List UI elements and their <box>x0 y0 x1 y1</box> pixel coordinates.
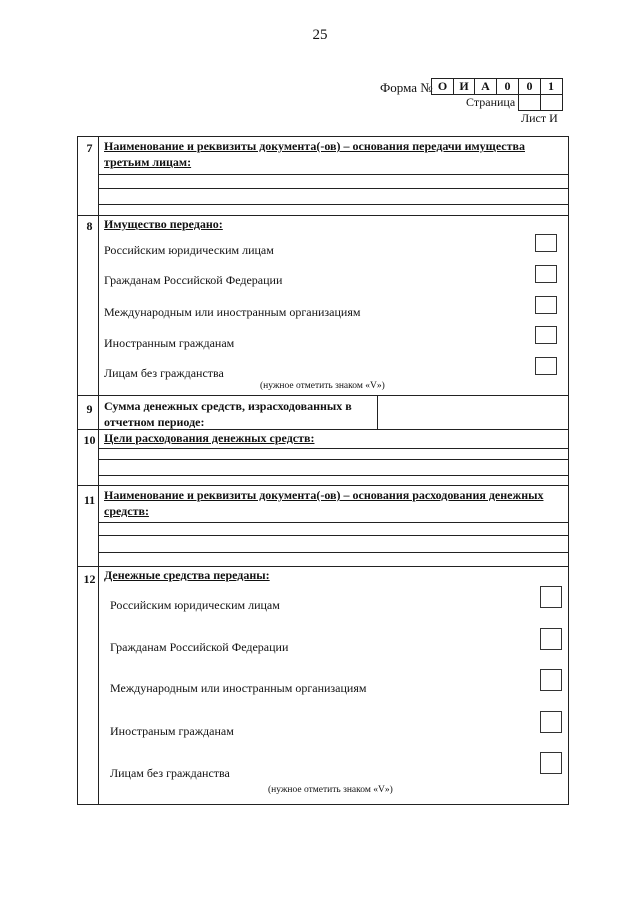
page-number: 25 <box>312 27 328 43</box>
section-8-note: (нужное отметить знаком «V») <box>260 381 385 391</box>
section-12-title: Денежные средства переданы: <box>104 568 270 582</box>
section-12-option-label: Российским юридическим лицам <box>110 598 280 612</box>
section-8-checkbox[interactable] <box>535 357 557 375</box>
form-code-cell: 1 <box>548 79 554 93</box>
section-8-checkbox[interactable] <box>535 296 557 314</box>
section-12-checkbox[interactable] <box>540 669 562 691</box>
section-9-amount-field[interactable] <box>378 396 568 429</box>
section-12-note: (нужное отметить знаком «V») <box>268 785 393 795</box>
section-8-option-label: Лицам без гражданства <box>104 366 224 380</box>
section-12-checkbox[interactable] <box>540 586 562 608</box>
section-12-checkbox[interactable] <box>540 752 562 774</box>
page-label: Страница <box>466 95 516 109</box>
section-12-checkbox[interactable] <box>540 628 562 650</box>
section-8-checkbox[interactable] <box>535 265 557 283</box>
section-12-number: 12 <box>83 572 96 586</box>
section-8-option-label: Международным или иностранным организациям <box>104 305 361 319</box>
section-8-option-label: Иностранным гражданам <box>104 336 235 350</box>
section-12-option-label: Гражданам Российской Федерации <box>110 640 289 654</box>
form-code-cell: И <box>459 79 469 93</box>
section-7-title: Наименование и реквизиты документа(-ов) – основания передачи имущества третьим лицам: <box>104 139 525 169</box>
section-9-number: 9 <box>86 402 93 416</box>
section-10-title: Цели расходования денежных средств: <box>104 431 315 445</box>
section-10-number: 10 <box>83 433 96 447</box>
section-12-checkbox[interactable] <box>540 711 562 733</box>
section-7-number: 7 <box>86 141 93 155</box>
section-8-checkbox[interactable] <box>535 326 557 344</box>
section-11-number: 11 <box>83 493 96 507</box>
section-12-option-label: Иностраным гражданам <box>110 724 234 738</box>
sheet-label: Лист И <box>521 111 558 125</box>
section-9-title: Сумма денежных средств, израсходованных в отчетном периоде: <box>104 399 352 429</box>
section-8-number: 8 <box>86 219 93 233</box>
form-code-cell: А <box>481 79 490 93</box>
section-12-option-label: Международным или иностранным организациям <box>110 681 367 695</box>
form-number-label: Форма № <box>380 80 433 95</box>
form-code-cell: 0 <box>504 79 511 93</box>
section-8-title: Имущество передано: <box>104 217 223 231</box>
section-8-option-label: Российским юридическим лицам <box>104 243 274 257</box>
form-code-cell: 0 <box>526 79 533 93</box>
section-8-checkbox[interactable] <box>535 234 557 252</box>
section-11-title: Наименование и реквизиты документа(-ов) – основания расходования денежных средств: <box>104 488 544 518</box>
form-code-cell: О <box>437 79 448 93</box>
section-8-option-label: Гражданам Российской Федерации <box>104 273 283 287</box>
section-12-option-label: Лицам без гражданства <box>110 766 230 780</box>
